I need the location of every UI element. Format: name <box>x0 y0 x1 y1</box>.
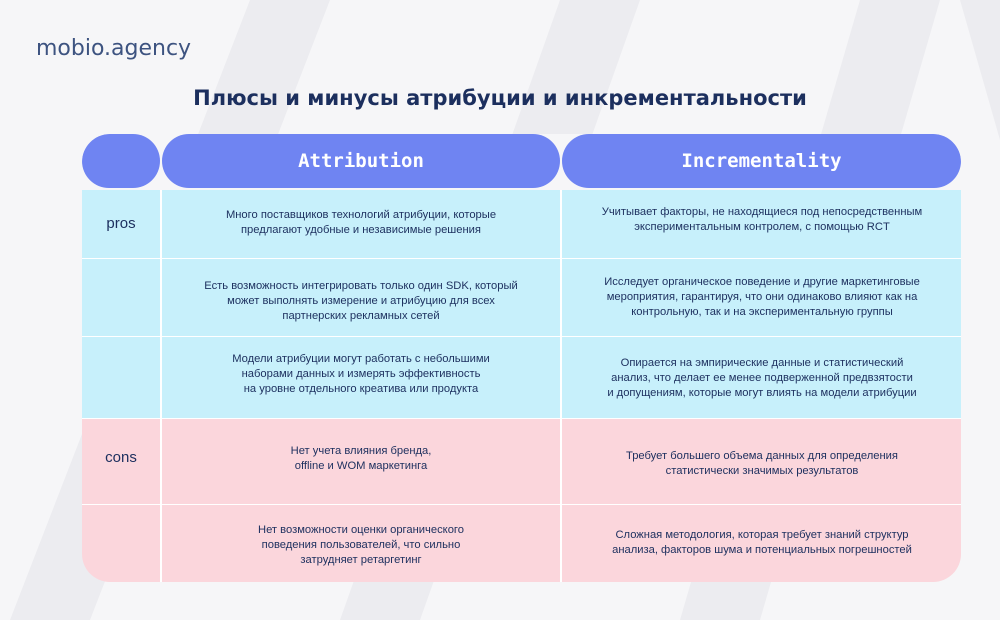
header-attribution: Attribution <box>162 134 560 188</box>
row-divider <box>82 336 961 337</box>
attribution-con-2: Нет возможности оценки органического поведения пользователей, что сильно затрудняет ретаргетинг <box>258 524 464 566</box>
brand-logo-text: mobio.agency <box>36 36 192 61</box>
row-divider <box>82 504 961 505</box>
row-divider <box>82 258 961 259</box>
header-incrementality: Incrementality <box>562 134 961 188</box>
row-divider <box>82 418 961 419</box>
attribution-pro-3: Модели атрибуции могут работать с небольшими наборами данных и измерять эффективность на уровне отдельного креатива или продукта <box>232 353 490 395</box>
header-corner-pill <box>82 134 160 188</box>
attribution-pro-1: Много поставщиков технологий атрибуции, которые предлагают удобные и независимые решения <box>225 209 497 236</box>
attribution-con-1: Нет учета влияния бренда, offline и WOM маркетинга <box>290 445 432 472</box>
column-divider <box>560 190 562 582</box>
incrementality-pro-3: Опирается на эмпирические данные и статистический анализ, что делает ее менее подверженной предвзятости и допущениям, которые могут влиять на модели атрибуции <box>607 357 917 399</box>
incrementality-pro-1: Учитывает факторы, не находящиеся под непосредственным экспериментальным контролем, с помощью RCT <box>601 206 923 233</box>
row-label-cons: cons <box>105 449 137 466</box>
incrementality-con-2: Сложная методология, которая требует знаний структур анализа, факторов шума и потенциальных погрешностей <box>612 529 912 556</box>
incrementality-pro-2: Исследует органическое поведение и другие маркетинговые мероприятия, гарантируя, что они одинаково влияют как на контрольную, так и на экспериментальную группы <box>604 276 920 318</box>
column-divider <box>160 190 162 582</box>
page-title: Плюсы и минусы атрибуции и инкрементальности <box>193 86 807 110</box>
incrementality-con-1: Требует большего объема данных для определения статистически значимых результатов <box>626 450 898 477</box>
row-label-pros: pros <box>106 215 136 232</box>
attribution-pro-2: Есть возможность интегрировать только один SDK, который может выполнять измерение и атрибуцию для всех партнерских рекламных сетей <box>204 280 518 322</box>
comparison-table <box>82 134 961 582</box>
